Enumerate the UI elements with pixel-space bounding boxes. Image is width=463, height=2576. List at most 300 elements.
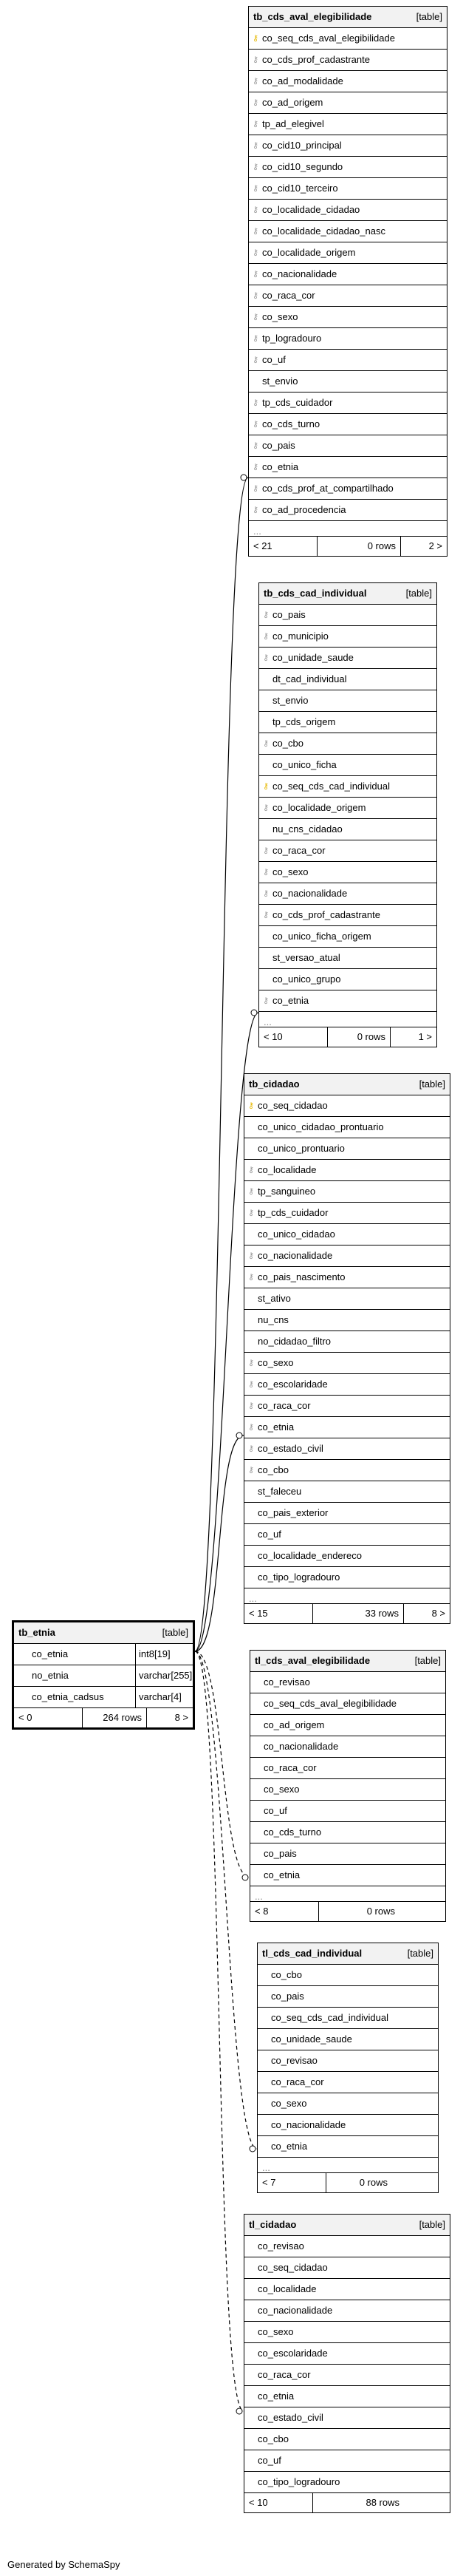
column-row[interactable] bbox=[244, 1524, 450, 1546]
more-columns-indicator bbox=[259, 1012, 436, 1027]
column-row[interactable] bbox=[259, 712, 436, 733]
column-name: co_sexo bbox=[262, 311, 298, 322]
column-row[interactable] bbox=[244, 1331, 450, 1353]
column-name: co_cid10_segundo bbox=[262, 161, 343, 172]
no-key-spacer bbox=[258, 2115, 271, 2135]
column-row[interactable] bbox=[244, 1417, 450, 1438]
no-key-spacer bbox=[244, 2343, 258, 2364]
column-row[interactable] bbox=[244, 1546, 450, 1567]
foreign-key-icon: ⚷ bbox=[262, 996, 270, 1005]
column-row[interactable] bbox=[249, 178, 447, 200]
no-key-spacer bbox=[250, 1801, 264, 1821]
column-type: int8[19] bbox=[139, 1648, 171, 1659]
no-key-spacer bbox=[244, 2322, 258, 2342]
no-key-spacer bbox=[244, 1481, 258, 1502]
parents-count-link[interactable]: < 21 bbox=[249, 537, 318, 556]
column-name: co_seq_cds_cad_individual bbox=[271, 2012, 389, 2023]
column-row[interactable] bbox=[258, 2050, 438, 2072]
column-row[interactable] bbox=[259, 755, 436, 776]
foreign-key-icon: ⚷ bbox=[247, 1444, 255, 1453]
column-name: co_seq_cds_aval_elegibilidade bbox=[262, 33, 395, 44]
column-name: co_cbo bbox=[272, 738, 303, 749]
no-key-spacer bbox=[258, 2093, 271, 2114]
foreign-key-icon: ⚷ bbox=[262, 803, 270, 812]
no-key-spacer bbox=[250, 1693, 264, 1714]
column-row[interactable] bbox=[259, 990, 436, 1012]
column-row[interactable] bbox=[249, 307, 447, 328]
column-row[interactable] bbox=[250, 1865, 445, 1886]
ellipsis-text: ... bbox=[264, 1016, 272, 1027]
no-key-spacer bbox=[250, 1736, 264, 1757]
foreign-key-icon: ⚷ bbox=[247, 1166, 255, 1175]
column-row[interactable] bbox=[244, 2322, 450, 2343]
no-key-spacer bbox=[244, 2472, 258, 2492]
column-name: co_seq_cds_aval_elegibilidade bbox=[264, 1698, 397, 1709]
column-name: co_seq_cidadao bbox=[258, 1100, 328, 1111]
column-row[interactable] bbox=[244, 2365, 450, 2386]
primary-key-icon: ⚷ bbox=[252, 34, 259, 43]
table-footer bbox=[249, 537, 447, 556]
table-header[interactable] bbox=[14, 1622, 193, 1644]
column-name: co_unico_cidadao_prontuario bbox=[258, 1121, 384, 1132]
column-row[interactable] bbox=[250, 1822, 445, 1843]
table-tb-etnia[interactable] bbox=[12, 1620, 195, 1730]
column-row[interactable] bbox=[249, 71, 447, 92]
column-name: co_localidade_origem bbox=[262, 247, 356, 258]
column-row[interactable] bbox=[244, 1138, 450, 1160]
table-header[interactable] bbox=[259, 583, 436, 605]
children-count-link[interactable]: 2 > bbox=[428, 540, 442, 551]
column-row[interactable] bbox=[249, 157, 447, 178]
column-row[interactable] bbox=[244, 2472, 450, 2493]
no-key-spacer bbox=[244, 2365, 258, 2385]
column-row[interactable] bbox=[258, 2115, 438, 2136]
column-row[interactable] bbox=[259, 840, 436, 862]
foreign-key-icon: ⚷ bbox=[252, 356, 259, 364]
column-name: co_etnia bbox=[272, 995, 309, 1006]
column-row[interactable] bbox=[249, 414, 447, 435]
column-name: co_localidade bbox=[258, 2283, 317, 2294]
column-type: varchar[255] bbox=[139, 1670, 193, 1681]
column-row[interactable] bbox=[258, 1965, 438, 1986]
no-key-spacer bbox=[258, 1965, 271, 1985]
fk-line-tb-cds-aval-elegibilidade-end-marker bbox=[241, 475, 247, 480]
foreign-key-icon: ⚷ bbox=[252, 398, 259, 407]
no-key-spacer bbox=[250, 1758, 264, 1778]
column-name: co_raca_cor bbox=[264, 1762, 317, 1773]
column-name: tp_sanguineo bbox=[258, 1186, 316, 1197]
column-name: co_seq_cidadao bbox=[258, 2262, 328, 2273]
column-name: co_cid10_terceiro bbox=[262, 183, 338, 194]
column-row[interactable] bbox=[249, 114, 447, 135]
column-name: st_ativo bbox=[258, 1293, 291, 1304]
parents-count-link[interactable]: < 10 bbox=[244, 2493, 313, 2512]
column-name: nu_cns_cidadao bbox=[272, 823, 343, 835]
fk-line-tl-cds-aval-elegibilidade-end-marker bbox=[242, 1875, 248, 1880]
foreign-key-icon: ⚷ bbox=[252, 184, 259, 193]
no-key-spacer bbox=[250, 1672, 264, 1693]
parents-count-link[interactable]: < 0 bbox=[14, 1708, 83, 1727]
column-name: co_ad_origem bbox=[264, 1719, 325, 1730]
column-row[interactable] bbox=[250, 1843, 445, 1865]
no-key-spacer bbox=[259, 690, 272, 711]
column-name: co_unico_cidadao bbox=[258, 1228, 335, 1240]
column-name: co_cds_turno bbox=[262, 418, 320, 429]
no-key-spacer bbox=[244, 2257, 258, 2278]
foreign-key-icon: ⚷ bbox=[247, 1423, 255, 1432]
foreign-key-icon: ⚷ bbox=[252, 98, 259, 107]
no-key-spacer bbox=[250, 1843, 264, 1864]
column-row[interactable] bbox=[244, 1438, 450, 1460]
column-name: co_sexo bbox=[258, 2326, 294, 2337]
more-columns-indicator bbox=[244, 1588, 450, 1604]
no-key-spacer bbox=[244, 2450, 258, 2471]
column-name: co_escolaridade bbox=[258, 2348, 328, 2359]
column-row[interactable] bbox=[244, 1245, 450, 1267]
column-name: co_revisao bbox=[258, 2240, 304, 2252]
column-name: co_unico_ficha bbox=[272, 759, 337, 770]
children-count-link[interactable]: 1 > bbox=[418, 1031, 432, 1042]
column-row[interactable] bbox=[259, 819, 436, 840]
foreign-key-icon: ⚷ bbox=[252, 484, 259, 493]
foreign-key-icon: ⚷ bbox=[262, 911, 270, 920]
table-name[interactable]: tb_cds_cad_individual bbox=[264, 588, 367, 599]
foreign-key-icon: ⚷ bbox=[247, 1187, 255, 1196]
column-row[interactable] bbox=[259, 776, 436, 798]
column-row[interactable] bbox=[259, 798, 436, 819]
column-row[interactable] bbox=[244, 1203, 450, 1224]
column-name: co_raca_cor bbox=[258, 1400, 311, 1411]
foreign-key-icon: ⚷ bbox=[252, 334, 259, 343]
column-name: co_revisao bbox=[271, 2055, 318, 2066]
parents-count-link[interactable]: < 15 bbox=[244, 1604, 313, 1623]
column-row[interactable] bbox=[259, 690, 436, 712]
column-row[interactable] bbox=[244, 1224, 450, 1245]
no-key-spacer bbox=[244, 1288, 258, 1309]
foreign-key-icon: ⚷ bbox=[252, 291, 259, 300]
column-row[interactable] bbox=[244, 1310, 450, 1331]
column-row[interactable] bbox=[244, 1095, 450, 1117]
column-name: co_ad_procedencia bbox=[262, 504, 346, 515]
foreign-key-icon: ⚷ bbox=[262, 889, 270, 898]
column-name: co_uf bbox=[258, 1529, 281, 1540]
no-key-spacer bbox=[244, 1331, 258, 1352]
no-key-spacer bbox=[244, 2407, 258, 2428]
column-name: co_unico_grupo bbox=[272, 973, 341, 985]
column-row[interactable] bbox=[250, 1715, 445, 1736]
table-footer bbox=[244, 1604, 450, 1623]
foreign-key-icon: ⚷ bbox=[252, 163, 259, 171]
children-count-link[interactable] bbox=[404, 2493, 450, 2512]
column-row[interactable] bbox=[249, 285, 447, 307]
no-key-spacer bbox=[259, 712, 272, 733]
column-row[interactable] bbox=[244, 1503, 450, 1524]
column-row[interactable] bbox=[258, 2072, 438, 2093]
column-row[interactable] bbox=[244, 1353, 450, 1374]
column-row[interactable] bbox=[259, 969, 436, 990]
column-row[interactable] bbox=[244, 2257, 450, 2279]
parents-count-link[interactable]: < 8 bbox=[250, 1902, 319, 1921]
table-header[interactable] bbox=[258, 1943, 438, 1965]
table-tb-cds-cad-individual[interactable] bbox=[258, 582, 437, 1047]
foreign-key-icon: ⚷ bbox=[247, 1380, 255, 1389]
row-count: 0 rows bbox=[366, 1906, 395, 1917]
table-tl-cds-aval-elegibilidade[interactable] bbox=[250, 1650, 446, 1922]
column-row[interactable] bbox=[244, 2386, 450, 2407]
foreign-key-icon: ⚷ bbox=[247, 1359, 255, 1367]
column-row[interactable] bbox=[258, 2029, 438, 2050]
foreign-key-icon: ⚷ bbox=[252, 506, 259, 514]
column-name: co_localidade_cidadao_nasc bbox=[262, 225, 385, 237]
no-key-spacer bbox=[249, 371, 262, 392]
column-name: nu_cns bbox=[258, 1314, 289, 1325]
column-name: st_envio bbox=[262, 375, 298, 387]
no-key-spacer bbox=[250, 1779, 264, 1800]
column-row[interactable] bbox=[244, 1160, 450, 1181]
column-row[interactable] bbox=[250, 1758, 445, 1779]
column-row[interactable] bbox=[244, 2343, 450, 2365]
column-name: co_etnia bbox=[271, 2141, 308, 2152]
column-name: co_estado_civil bbox=[258, 1443, 323, 1454]
column-row[interactable] bbox=[249, 50, 447, 71]
table-tb-cds-aval-elegibilidade[interactable] bbox=[248, 6, 447, 557]
no-key-spacer bbox=[250, 1865, 264, 1886]
parents-count-link[interactable]: < 10 bbox=[259, 1027, 328, 1047]
foreign-key-icon: ⚷ bbox=[247, 1273, 255, 1282]
column-row[interactable] bbox=[259, 626, 436, 648]
column-row[interactable] bbox=[249, 200, 447, 221]
foreign-key-icon: ⚷ bbox=[252, 141, 259, 150]
ellipsis-text: ... bbox=[262, 2162, 270, 2172]
column-name: st_envio bbox=[272, 695, 309, 706]
row-count: 33 rows bbox=[313, 1604, 404, 1623]
column-row[interactable] bbox=[244, 1288, 450, 1310]
column-row[interactable] bbox=[244, 1374, 450, 1396]
children-count-link[interactable] bbox=[392, 2173, 438, 2192]
column-row[interactable] bbox=[249, 28, 447, 50]
column-name: co_cds_prof_cadastrante bbox=[262, 54, 370, 65]
table-header[interactable] bbox=[249, 7, 447, 28]
column-name: co_nacionalidade bbox=[272, 888, 348, 899]
fk-line-tl-cidadao-end-marker bbox=[236, 2408, 242, 2414]
table-name[interactable]: tl_cidadao bbox=[249, 2219, 297, 2230]
column-name: tp_cds_cuidador bbox=[262, 397, 333, 408]
column-row[interactable] bbox=[244, 2300, 450, 2322]
foreign-key-icon: ⚷ bbox=[252, 77, 259, 86]
column-name: co_raca_cor bbox=[262, 290, 315, 301]
fk-line-tb-cidadao-end-marker bbox=[236, 1433, 242, 1438]
primary-key-icon: ⚷ bbox=[262, 782, 270, 791]
column-name: co_raca_cor bbox=[272, 845, 326, 856]
column-row[interactable] bbox=[249, 392, 447, 414]
column-row[interactable] bbox=[249, 478, 447, 500]
column-row[interactable] bbox=[259, 905, 436, 926]
foreign-key-icon: ⚷ bbox=[247, 1251, 255, 1260]
no-key-spacer bbox=[244, 1567, 258, 1588]
column-row[interactable] bbox=[258, 2093, 438, 2115]
no-key-spacer bbox=[259, 819, 272, 840]
no-key-spacer bbox=[259, 926, 272, 947]
foreign-key-icon: ⚷ bbox=[252, 205, 259, 214]
ellipsis-text: ... bbox=[249, 1593, 257, 1603]
column-row[interactable] bbox=[244, 2236, 450, 2257]
column-row[interactable] bbox=[244, 1117, 450, 1138]
table-tb-cidadao[interactable] bbox=[244, 1073, 450, 1624]
column-row[interactable] bbox=[249, 92, 447, 114]
column-row[interactable] bbox=[259, 948, 436, 969]
table-name[interactable]: tl_cds_aval_elegibilidade bbox=[255, 1655, 371, 1666]
column-row[interactable] bbox=[244, 1567, 450, 1588]
no-key-spacer bbox=[258, 2136, 271, 2157]
column-row[interactable] bbox=[250, 1672, 445, 1693]
column-row[interactable] bbox=[244, 1460, 450, 1481]
foreign-key-icon: ⚷ bbox=[247, 1466, 255, 1475]
foreign-key-icon: ⚷ bbox=[247, 1209, 255, 1217]
column-name: no_cidadao_filtro bbox=[258, 1336, 332, 1347]
table-name[interactable]: tb_etnia bbox=[18, 1627, 55, 1638]
column-name: co_nacionalidade bbox=[258, 1250, 333, 1261]
column-row[interactable] bbox=[14, 1644, 193, 1665]
column-row[interactable] bbox=[244, 2407, 450, 2429]
column-row[interactable] bbox=[249, 500, 447, 521]
foreign-key-icon: ⚷ bbox=[252, 227, 259, 236]
column-row[interactable] bbox=[250, 1693, 445, 1715]
column-row[interactable] bbox=[244, 2450, 450, 2472]
no-key-spacer bbox=[259, 669, 272, 690]
no-key-spacer bbox=[259, 969, 272, 990]
column-row[interactable] bbox=[14, 1687, 193, 1708]
column-row[interactable] bbox=[249, 135, 447, 157]
column-name: co_uf bbox=[258, 2455, 281, 2466]
column-name: co_unico_prontuario bbox=[258, 1143, 345, 1154]
column-row[interactable] bbox=[244, 1267, 450, 1288]
column-row[interactable] bbox=[249, 350, 447, 371]
no-key-spacer bbox=[244, 2236, 258, 2257]
no-key-spacer bbox=[244, 1546, 258, 1566]
children-count-link[interactable] bbox=[399, 1902, 445, 1921]
children-count-link[interactable]: 8 > bbox=[431, 1608, 445, 1619]
fk-line-tl-cds-cad-individual bbox=[195, 1651, 257, 2149]
column-row[interactable] bbox=[259, 926, 436, 948]
column-name: co_etnia bbox=[258, 2390, 295, 2402]
column-row[interactable] bbox=[259, 883, 436, 905]
column-name: co_estado_civil bbox=[258, 2412, 323, 2423]
column-name: co_localidade_cidadao bbox=[262, 204, 360, 215]
column-row[interactable] bbox=[244, 1181, 450, 1203]
column-row[interactable] bbox=[258, 2136, 438, 2158]
column-name: co_sexo bbox=[258, 1357, 294, 1368]
foreign-key-icon: ⚷ bbox=[252, 55, 259, 64]
column-row[interactable] bbox=[250, 1801, 445, 1822]
column-row[interactable] bbox=[249, 242, 447, 264]
foreign-key-icon: ⚷ bbox=[262, 653, 270, 662]
column-row[interactable] bbox=[259, 669, 436, 690]
column-name: co_seq_cds_cad_individual bbox=[272, 781, 391, 792]
table-name[interactable]: tl_cds_cad_individual bbox=[262, 1948, 363, 1959]
column-name: co_raca_cor bbox=[271, 2076, 324, 2087]
table-kind-label: [table] bbox=[419, 1078, 445, 1090]
table-name[interactable]: tb_cds_aval_elegibilidade bbox=[253, 11, 372, 22]
column-name: co_etnia bbox=[258, 1421, 295, 1433]
column-row[interactable] bbox=[259, 648, 436, 669]
row-count: 88 rows bbox=[366, 2497, 399, 2508]
column-row[interactable] bbox=[244, 2279, 450, 2300]
column-name: co_uf bbox=[264, 1805, 287, 1816]
column-name: co_cds_turno bbox=[264, 1826, 322, 1838]
column-row[interactable] bbox=[249, 221, 447, 242]
column-row[interactable] bbox=[259, 605, 436, 626]
table-name[interactable]: tb_cidadao bbox=[249, 1078, 300, 1090]
column-name: st_versao_atual bbox=[272, 952, 340, 963]
no-key-spacer bbox=[244, 1503, 258, 1523]
table-kind-label: [table] bbox=[419, 2219, 445, 2230]
column-row[interactable] bbox=[249, 371, 447, 392]
column-name: co_nacionalidade bbox=[271, 2119, 346, 2130]
column-name: st_faleceu bbox=[258, 1486, 302, 1497]
column-name: co_municipio bbox=[272, 631, 329, 642]
column-name: co_pais bbox=[264, 1848, 297, 1859]
table-header[interactable] bbox=[244, 1074, 450, 1095]
no-key-spacer bbox=[258, 2029, 271, 2050]
no-key-spacer bbox=[244, 1117, 258, 1138]
column-row[interactable] bbox=[249, 328, 447, 350]
column-row[interactable] bbox=[250, 1736, 445, 1758]
foreign-key-icon: ⚷ bbox=[252, 441, 259, 450]
table-tl-cds-cad-individual[interactable] bbox=[257, 1943, 439, 2193]
table-header[interactable] bbox=[244, 2215, 450, 2236]
column-name: co_escolaridade bbox=[258, 1379, 328, 1390]
generated-by-note: Generated by SchemaSpy bbox=[7, 2559, 120, 2570]
column-row[interactable] bbox=[249, 435, 447, 457]
column-row[interactable] bbox=[244, 2429, 450, 2450]
column-name: co_etnia_cadsus bbox=[14, 1687, 136, 1707]
column-name: co_cid10_principal bbox=[262, 140, 342, 151]
no-key-spacer bbox=[244, 2386, 258, 2407]
column-name: dt_cad_individual bbox=[272, 673, 347, 684]
foreign-key-icon: ⚷ bbox=[252, 248, 259, 257]
no-key-spacer bbox=[250, 1715, 264, 1736]
column-name: tp_cds_origem bbox=[272, 716, 336, 727]
column-row[interactable] bbox=[244, 1481, 450, 1503]
no-key-spacer bbox=[244, 2300, 258, 2321]
table-kind-label: [table] bbox=[405, 588, 432, 599]
column-row[interactable] bbox=[244, 1396, 450, 1417]
foreign-key-icon: ⚷ bbox=[262, 868, 270, 877]
column-row[interactable] bbox=[258, 1986, 438, 2008]
column-row[interactable] bbox=[250, 1779, 445, 1801]
table-header[interactable] bbox=[250, 1651, 445, 1672]
parents-count-link[interactable]: < 7 bbox=[258, 2173, 326, 2192]
no-key-spacer bbox=[258, 2008, 271, 2028]
column-row[interactable] bbox=[249, 457, 447, 478]
no-key-spacer bbox=[259, 948, 272, 968]
column-row[interactable] bbox=[258, 2008, 438, 2029]
fk-line-tl-cds-cad-individual-end-marker bbox=[250, 2146, 255, 2152]
column-name: co_unidade_saude bbox=[272, 652, 354, 663]
no-key-spacer bbox=[244, 2279, 258, 2300]
column-name: co_ad_modalidade bbox=[262, 75, 343, 86]
table-tl-cidadao[interactable] bbox=[244, 2214, 450, 2513]
column-row[interactable] bbox=[14, 1665, 193, 1687]
column-name: co_pais_exterior bbox=[258, 1507, 329, 1518]
column-row[interactable] bbox=[259, 733, 436, 755]
column-row[interactable] bbox=[249, 264, 447, 285]
column-name: co_pais_nascimento bbox=[258, 1271, 346, 1282]
column-name: co_cbo bbox=[271, 1969, 302, 1980]
primary-key-icon: ⚷ bbox=[247, 1101, 255, 1110]
children-count-link[interactable]: 8 > bbox=[174, 1712, 188, 1723]
column-row[interactable] bbox=[259, 862, 436, 883]
